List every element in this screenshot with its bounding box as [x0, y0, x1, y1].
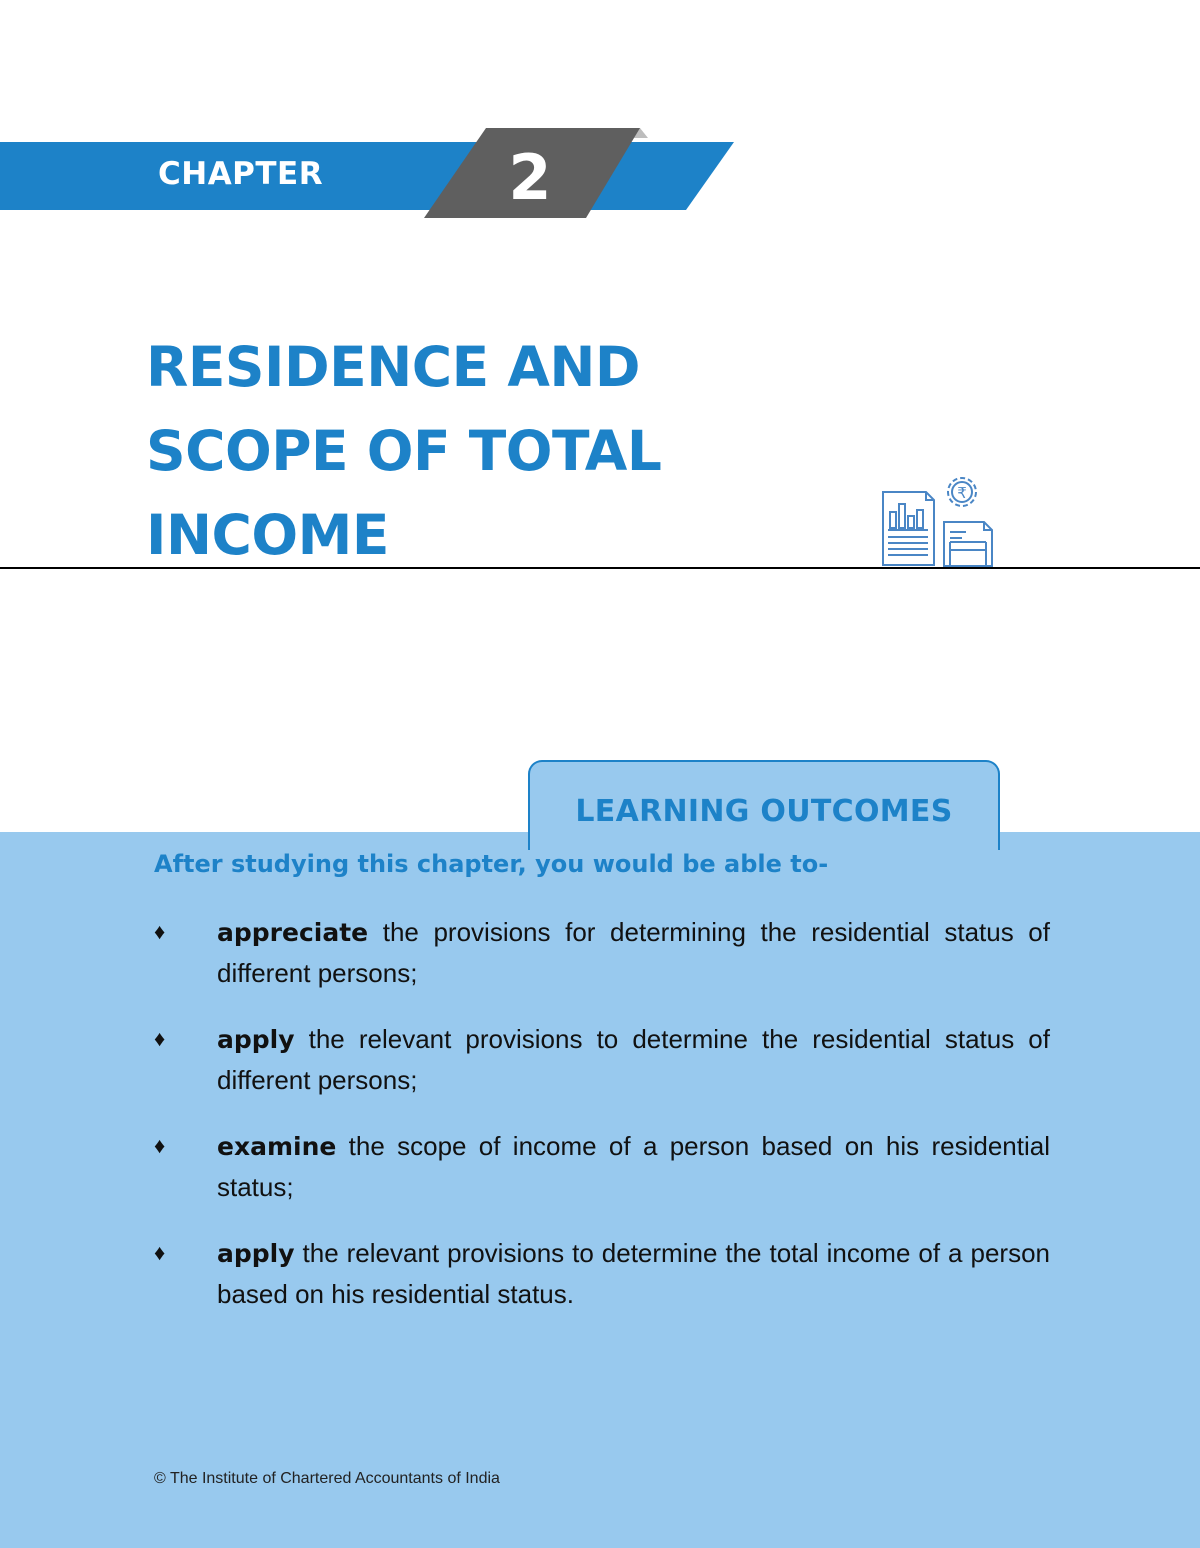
outcome-verb: apply: [217, 1025, 295, 1054]
tax-document-icon: [878, 470, 998, 570]
chapter-title-line-3: INCOME: [146, 503, 389, 567]
learning-outcomes-intro: After studying this chapter, you would be able to-: [154, 850, 829, 878]
title-divider: [0, 567, 1200, 569]
diamond-bullet-icon: ♦: [154, 1026, 166, 1051]
outcome-text: the relevant provisions to determine the total income of a person based on his residential status.: [217, 1238, 1050, 1309]
list-item: [150, 1019, 1050, 1100]
diamond-bullet-icon: ♦: [154, 1133, 166, 1158]
chapter-title-line-1: RESIDENCE AND: [146, 335, 641, 399]
outcome-verb: appreciate: [217, 918, 369, 947]
chapter-title-line-2: SCOPE OF TOTAL: [146, 419, 662, 483]
outcome-text: the provisions for determining the residential status of different persons;: [217, 917, 1050, 988]
outcome-text: the relevant provisions to determine the residential status of different persons;: [217, 1024, 1050, 1095]
diamond-bullet-icon: ♦: [154, 919, 166, 944]
rupee-symbol: ₹: [957, 484, 967, 502]
list-item: [150, 1126, 1050, 1207]
outcome-verb: examine: [217, 1132, 337, 1161]
chapter-title: [146, 325, 866, 577]
chapter-number: 2: [508, 141, 552, 214]
copyright-footer: © The Institute of Chartered Accountants of India: [154, 1470, 500, 1487]
learning-outcomes-tab: [528, 760, 1000, 850]
chapter-label: CHAPTER: [158, 156, 324, 192]
outcome-verb: apply: [217, 1239, 295, 1268]
outcome-text: the scope of income of a person based on his residential status;: [217, 1131, 1050, 1202]
diamond-bullet-icon: ♦: [154, 1240, 166, 1265]
learning-outcomes-heading: LEARNING OUTCOMES: [575, 794, 953, 829]
list-item: [150, 1233, 1050, 1314]
learning-outcomes-list: [150, 912, 1050, 1340]
chapter-banner: [0, 126, 740, 218]
list-item: [150, 912, 1050, 993]
